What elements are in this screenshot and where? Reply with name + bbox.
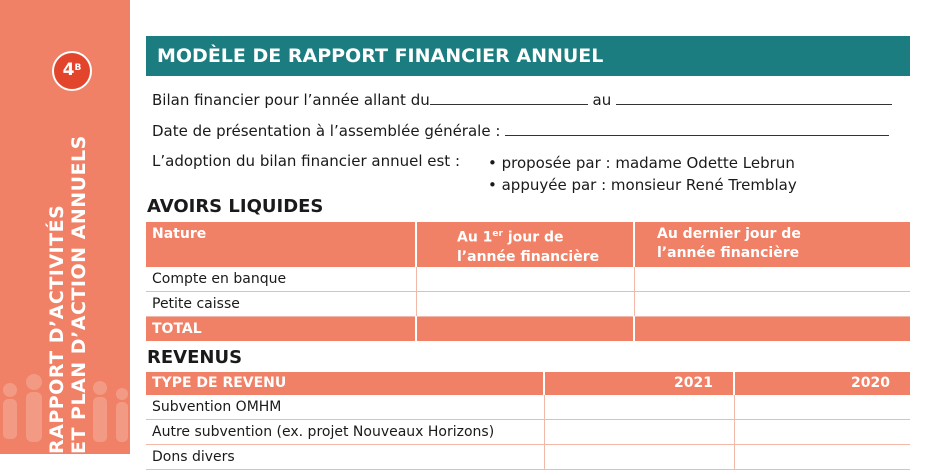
page-title: MODÈLE DE RAPPORT FINANCIER ANNUEL: [146, 36, 910, 76]
value-cell[interactable]: [544, 445, 734, 470]
avoirs-table: [146, 222, 910, 341]
col-year-2021: 2021: [544, 372, 734, 395]
table-row: [146, 291, 910, 316]
value-cell[interactable]: [734, 420, 910, 445]
table-row: [146, 267, 910, 292]
value-cell[interactable]: [544, 420, 734, 445]
start-date-field[interactable]: [430, 90, 588, 105]
adoption-label: L’adoption du bilan financier annuel est :: [152, 152, 461, 170]
value-cell[interactable]: [634, 267, 910, 292]
avoirs-section-title: AVOIRS LIQUIDES: [147, 196, 324, 217]
badge-number: 4: [62, 60, 75, 80]
end-date-field[interactable]: [616, 90, 892, 105]
presentation-date-field[interactable]: [505, 121, 889, 136]
presentation-date-line: [152, 121, 889, 140]
row-label: Compte en banque: [146, 267, 416, 292]
col-nature: Nature: [146, 222, 416, 267]
value-cell[interactable]: [416, 316, 634, 341]
sidebar-vertical-title: [46, 135, 90, 454]
row-label: Autre subvention (ex. projet Nouveaux Horizons): [146, 420, 544, 445]
value-cell[interactable]: [634, 316, 910, 341]
fiscal-year-to-label: au: [592, 91, 612, 109]
badge-letter: B: [74, 63, 82, 73]
revenus-table: [146, 372, 910, 470]
presentation-date-label: Date de présentation à l’assemblée générale :: [152, 122, 501, 140]
table-row: [146, 445, 910, 470]
row-label: Subvention OMHM: [146, 395, 544, 420]
sidebar-title-line-2: ET PLAN D’ACTION ANNUELS: [68, 135, 90, 454]
sidebar: [0, 0, 130, 454]
revenus-header-row: [146, 372, 910, 395]
sidebar-title-line-1: RAPPORT D’ACTIVITÉS: [46, 204, 68, 454]
value-cell[interactable]: [544, 395, 734, 420]
value-cell[interactable]: [416, 291, 634, 316]
row-label: Petite caisse: [146, 291, 416, 316]
section-badge: [52, 51, 92, 91]
total-row: [146, 316, 910, 341]
col-last-day: Au dernier jour de l’année financière: [634, 222, 910, 267]
total-label: TOTAL: [146, 316, 416, 341]
fiscal-year-label: Bilan financier pour l’année allant du: [152, 91, 430, 109]
fiscal-year-line: [152, 90, 892, 109]
value-cell[interactable]: [634, 291, 910, 316]
col-first-day: Au 1er jour de l’année financière: [416, 222, 634, 267]
table-row: [146, 395, 910, 420]
avoirs-header-row: [146, 222, 910, 267]
proposed-by: • proposée par : madame Odette Lebrun: [488, 154, 795, 172]
value-cell[interactable]: [734, 445, 910, 470]
col-revenue-type: TYPE DE REVENU: [146, 372, 544, 395]
table-row: [146, 420, 910, 445]
value-cell[interactable]: [416, 267, 634, 292]
revenus-section-title: REVENUS: [147, 347, 243, 368]
seconded-by: • appuyée par : monsieur René Tremblay: [488, 176, 797, 194]
adoption-list: [488, 152, 797, 196]
col-year-2020: 2020: [734, 372, 910, 395]
row-label: Dons divers: [146, 445, 544, 470]
value-cell[interactable]: [734, 395, 910, 420]
